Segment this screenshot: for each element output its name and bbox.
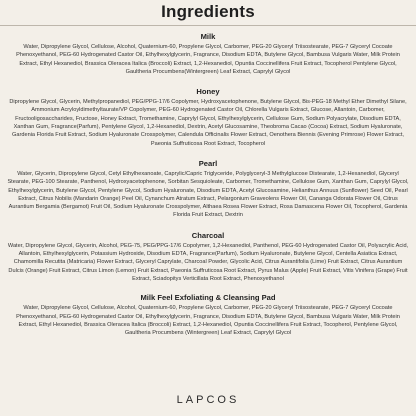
section-title: Honey — [196, 87, 220, 97]
section-milk — [6, 32, 410, 76]
section-title: Milk — [200, 32, 216, 41]
section-title: Charcoal — [191, 230, 225, 240]
ingredient-list: Water, Dipropylene Glycol, Cellulose, Alcohol, Quaternium-60, Propylene Glycol, Carbomer, PEG-20 Glyceryl Triisostearate, PEG-7 Glyceryl Cocoate Phenoxyethanol, PEG-60 Hydrogenated Castor Oil, Ethylhexylglycerin, Fragrance, Disodium EDTA, Butylene Glycol, Bambusa Vulgaris Water, Milk Protein Extract, Ethyl Hexanediol, Brassica Oleracea Italica (Broccoli) Extract, 1,2-Hexanediol, Opuntia Coccinellifera Fruit Extract, Tocopherol Pentylene Glycol, Gaultheria Procumbens(Wintergreen) Leaf Extract, Caprylyl Glycol — [16, 44, 400, 75]
ingredient-sections — [6, 32, 410, 337]
section-title: Pearl — [198, 158, 218, 168]
section-cleansing-pad — [6, 293, 410, 337]
section-title: Milk Feel Exfoliating & Cleansing Pad — [140, 293, 276, 303]
ingredient-list: Water, Dipropylene Glycol, Glycerin, Alcohol, PEG-75, PEG/PPG-17/6 Copolymer, 1,2-Hexanediol, Panthenol, PEG-60 Hydrogenated Castor Oil, Polyacrylic Acid, Allantoin, Ethylhexylglycerin, Potassium Hydroxide, Disodium EDTA, Fragrance(Parfum), Sodium Hyaluronate, Butylene Glycol, Centella Asiatica Extract, Chamomilla Recutita (Matricaria) Flower Extract, Glyceryl Caprylate, Charcoal Powder, Glycolic Acid, Citrus Aurantifolia (Lime) Fruit Extract, Citrus Aurantium Dulcis (Orange) Fruit Extract, Citrus Limon (Lemon) Fruit Extract, Paeonia Suffruticosa Root Extract, Pyrus Malus (Apple) Fruit Extract, Vitis Vinifera (Grape) Fruit Extract, Sciadopitys Verticillata Root Extract, Phenoxyethanol — [7, 242, 409, 282]
brand-logo: LAPCOS — [176, 394, 240, 406]
ingredient-list: Water, Dipropylene Glycol, Cellulose, Alcohol, Quaternium-60, Propylene Glycol, Carbomer, PEG-20 Glyceryl Triisostearate, PEG-7 Glyceryl Cocoate Phenoxyethanol, PEG-60 Hydrogenated Castor Oil, Ethylhexylglycerin, Fragrance, Disodium EDTA, Butylene Glycol, Bambusa Vulgaris Water, Milk Protein Extract, Ethyl Hexanediol, Brassica Oleracea Italica (Broccoli) Extract, 1,2-Hexanediol, Opuntia Coccinellifera Fruit Extract, Tocopherol, Pentylene Glycol, Gaultheria Procumbens (Wintergreen) Leaf Extract, Caprylyl Glycol — [16, 305, 400, 337]
ingredient-list: Water, Glycerin, Dipropylene Glycol, Cetyl Ethylhexanoate, Caprylic/Capric Triglyceride, Polyglyceryl-3 Methylglucose Distearate, 1,2-Hexanediol, Glyceryl Stearate, PEG-100 Stearate, Panthenol, Hydroxyacetophenone, Sorbitan Sesquioleate, Carbomer, Tromethamine, Cellulose Gum, Xanthan Gum, Caprylyl Glycol, Ethylhexylglycerin, Butylene Glycol, Pentylene Glycol, Sodium Hyaluronate, Disodium EDTA, Acetyl Glucosamine, Helianthus Annuus (Sunflower) Seed Oil, Pearl Extract, Citrus Nobilis (Mandarin Orange) Peel Oil, Cynanchum Atratum Extract, Pelargonium Graveolens Flower Oil, Cananga Odorata Flower Oil, Citrus Aurantium Bergamia (Bergamot) Fruit Oil, Sodium Hyaluronate Crosspolymer, Althaea Rosea Flower Extract, Rosa Damascena Flower Oil, Tocopherol, Gardenia Florida Fruit Extract, Dextrin — [7, 170, 409, 219]
section-charcoal — [6, 231, 410, 283]
title-divider — [0, 25, 416, 26]
ingredient-list: Dipropylene Glycol, Glycerin, Methylpropanediol, PEG/PPG-17/6 Copolymer, Hydroxyacetophenone, Butylene Glycol, Bis-PEG-18 Methyl Ether Dimethyl Silane, Ammonium Acryloyldimethyltaurate/VP Copolymer, PEG-60 Hydrogenated Castor Oil, Chlorella Vulgaris Extract, Glucose, Allantoin, Carbomer, Fructooligosaccharides, Fructose, Honey Extract, Tromethamine, Caprylyl Glycol, Ethylhexylglycerin, Cellulose Gum, Sodium Polyacrylate, Disodium EDTA, Xanthan Gum, Fragrance(Parfum), Pentylene Glycol, 1,2-Hexanediol, Dextrin, Acetyl Glucosamine, Theobroma Cacao (Cocoa) Extract, Sodium Hyaluronate, Gardenia Florida Fruit Extract, Sodium Hyaluronate Crosspolymer, Calendula Officinalis Flower Extract, Oenothera Biennis (Evening Primrose) Flower Extract, Paeonia Suffruticosa Root Extract, Tocopherol — [9, 99, 407, 147]
section-pearl — [6, 159, 410, 220]
page-title: Ingredients — [161, 2, 255, 21]
section-honey — [6, 87, 410, 148]
